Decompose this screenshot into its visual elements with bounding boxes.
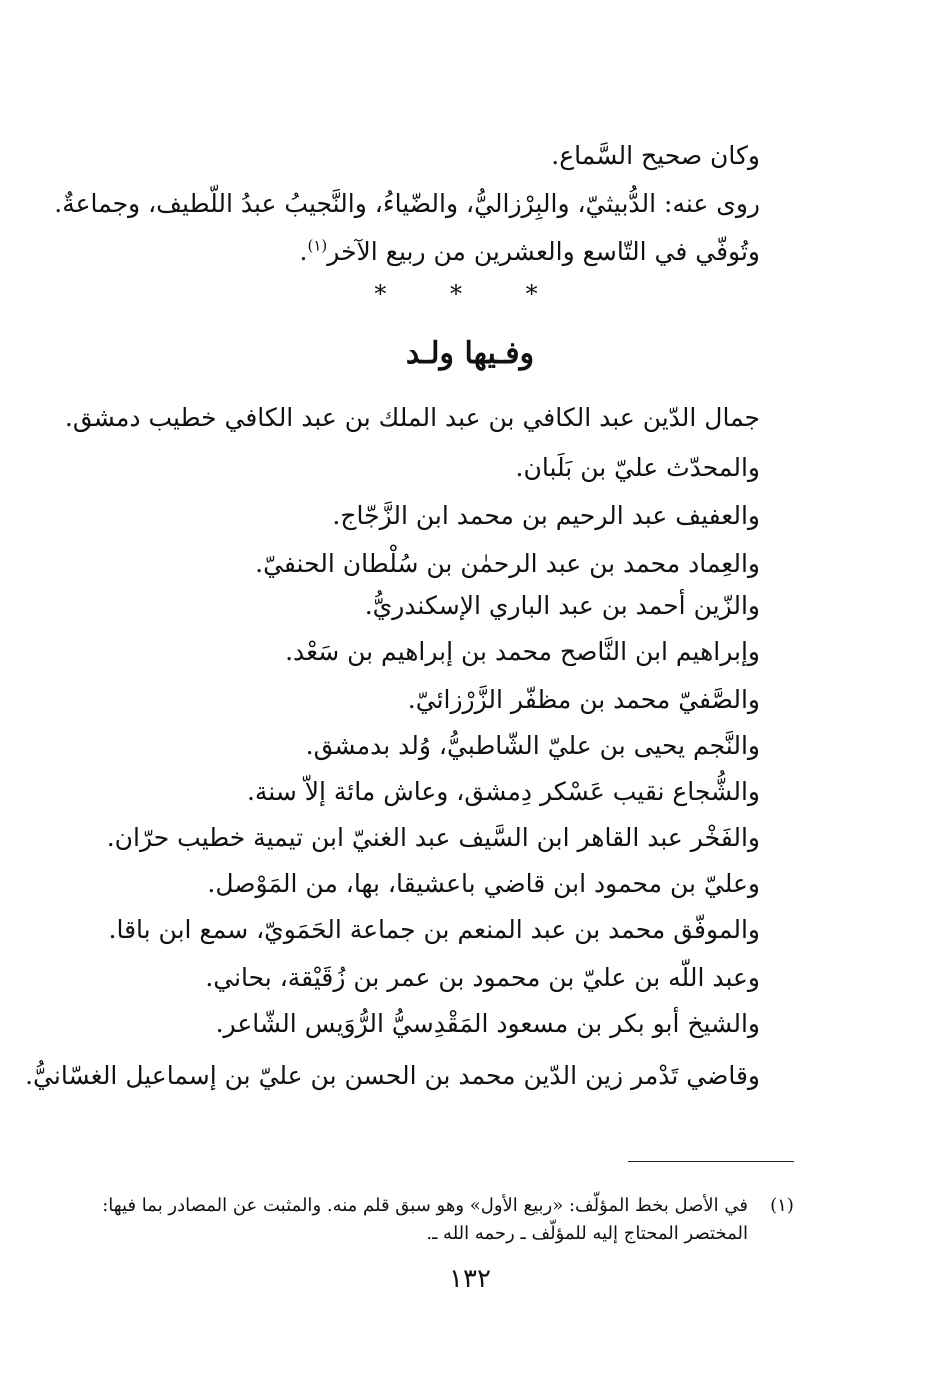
footnote-marker: (١) bbox=[307, 236, 328, 255]
birth-entry: والعِماد محمد بن عبد الرحمٰن بن سُلْطان الحنفيّ. bbox=[255, 549, 760, 578]
section-separator: * * * bbox=[374, 280, 566, 308]
birth-entry: والنَّجم يحيى بن عليّ الشّاطبيُّ، وُلد بدمشق. bbox=[305, 731, 760, 760]
birth-entry: والشُّجاع نقيب عَسْكر دِمشق، وعاش مائة إلاّ سنة. bbox=[246, 777, 760, 806]
line-end-punctuation: . bbox=[299, 237, 308, 266]
footnote-number: (١) bbox=[770, 1195, 794, 1216]
footnote-text: المختصر المحتاج إليه للمؤلّف ـ رحمه الله ـ. bbox=[426, 1223, 748, 1244]
page-number: ١٣٢ bbox=[449, 1264, 491, 1294]
birth-entry: والشيخ أبو بكر بن مسعود المَقْدِسيُّ الرُّوَيس الشّاعر. bbox=[215, 1009, 760, 1038]
birth-entry: والمحدّث عليّ بن بَلَبان. bbox=[515, 453, 760, 482]
birth-entry: وعليّ بن محمود ابن قاضي باعشيقا، بها، من المَوْصل. bbox=[207, 869, 760, 898]
text-line-content: وتُوفّي في التّاسع والعشرين من ربيع الآخر bbox=[327, 237, 760, 266]
birth-entry: وإبراهيم ابن النَّاصح محمد بن إبراهيم بن سَعْد. bbox=[285, 637, 760, 666]
birth-entry: والفَخْر عبد القاهر ابن السَّيف عبد الغنيّ ابن تيمية خطيب حرّان. bbox=[106, 823, 760, 852]
birth-entry: جمال الدّين عبد الكافي بن عبد الملك بن عبد الكافي خطيب دمشق. bbox=[64, 403, 760, 432]
birth-entry: والموفّق محمد بن عبد المنعم بن جماعة الحَمَويّ، سمع ابن باقا. bbox=[108, 915, 760, 944]
text-line bbox=[300, 236, 760, 268]
text-line: وكان صحيح السَّماع. bbox=[551, 141, 760, 170]
birth-entry: والعفيف عبد الرحيم بن محمد ابن الزَّجّاج. bbox=[332, 501, 760, 530]
birth-entry: والصَّفيّ محمد بن مظفّر الزَّرْزائيّ. bbox=[407, 685, 760, 714]
birth-entry: وقاضي تَدْمر زين الدّين محمد بن الحسن بن عليّ بن إسماعيل الغسّانيُّ. bbox=[25, 1061, 760, 1090]
footnote-text: في الأصل بخط المؤلّف: «ربيع الأول» وهو سبق قلم منه. والمثبت عن المصادر بما فيها: bbox=[102, 1195, 748, 1216]
footnote-divider bbox=[628, 1161, 794, 1162]
text-line: روى عنه: الدُّبيثيّ، والبِرْزاليُّ، والضّياءُ، والنَّجيبُ عبدُ اللّطيف، وجماعةٌ. bbox=[54, 189, 760, 218]
section-heading: وفـيها ولـد bbox=[405, 336, 535, 371]
birth-entry: وعبد اللّه بن عليّ بن محمود بن عمر بن زُقَيْقة، بحاني. bbox=[205, 963, 760, 992]
birth-entry: والزّين أحمد بن عبد الباري الإسكندريُّ. bbox=[364, 591, 760, 620]
